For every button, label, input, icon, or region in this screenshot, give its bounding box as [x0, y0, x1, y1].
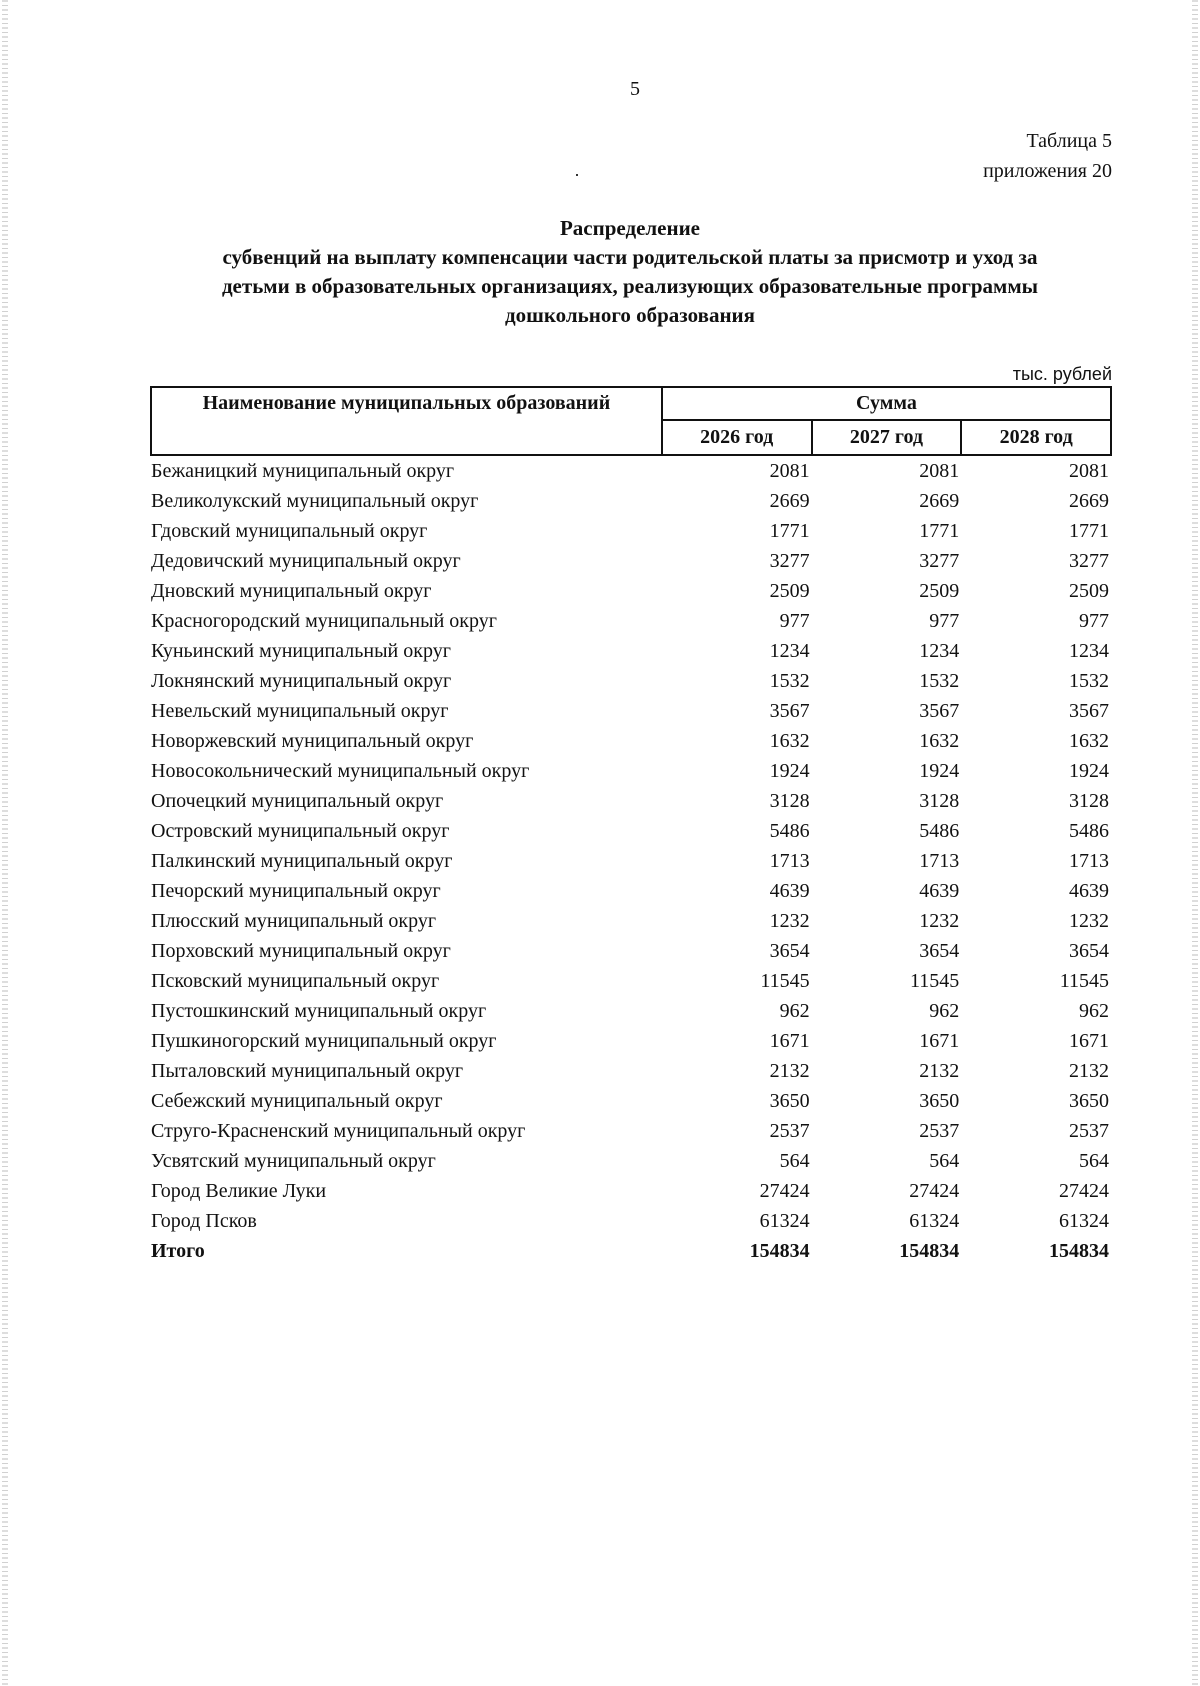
municipality-name: Порховский муниципальный округ	[151, 940, 451, 962]
header-sum: Сумма	[662, 387, 1111, 420]
units-label: тыс. рублей	[1012, 364, 1112, 384]
table-reference	[983, 126, 1112, 186]
value-2026: 1532	[769, 670, 810, 692]
value-2026: 1771	[769, 520, 810, 542]
value-2026: 3650	[769, 1090, 810, 1112]
title-line-4: дошкольного образования	[504, 303, 756, 327]
value-2028: 1713	[1069, 850, 1109, 872]
value-2028: 3654	[1069, 940, 1109, 962]
municipality-name: Новосокольнический муниципальный округ	[151, 760, 530, 782]
table-ref-line-1: Таблица 5	[1026, 130, 1112, 152]
header-year-2028: 2028 год	[961, 420, 1111, 455]
municipality-name: Красногородский муниципальный округ	[151, 610, 497, 632]
table-row	[151, 666, 1111, 696]
value-2026: 2669	[769, 490, 810, 512]
value-2027: 1632	[919, 730, 960, 752]
table-row	[151, 696, 1111, 726]
value-2028: 2509	[1069, 580, 1109, 602]
municipality-name: Псковский муниципальный округ	[151, 970, 440, 992]
value-2028: 5486	[1069, 820, 1109, 842]
value-2026: 564	[779, 1150, 810, 1172]
page-number: 5	[630, 78, 640, 100]
value-2026: 11545	[760, 970, 810, 992]
table-row	[151, 546, 1111, 576]
value-2026: 3128	[769, 790, 810, 812]
table-row	[151, 516, 1111, 546]
municipality-name: Печорский муниципальный округ	[151, 880, 441, 902]
value-2028: 1671	[1069, 1030, 1109, 1052]
table-row	[151, 846, 1111, 876]
municipality-name: Палкинский муниципальный округ	[151, 850, 453, 872]
value-2026: 3654	[769, 940, 810, 962]
header-year-2026: 2026 год	[662, 420, 812, 455]
title-line-1: Распределение	[559, 216, 701, 240]
document-title	[150, 214, 1110, 330]
value-2027: 1232	[919, 910, 960, 932]
value-2026: 2537	[769, 1120, 810, 1142]
municipality-name: Пушкиногорский муниципальный округ	[151, 1030, 497, 1052]
table-row	[151, 756, 1111, 786]
table-row	[151, 576, 1111, 606]
value-2026: 1632	[769, 730, 810, 752]
value-2027: 1532	[919, 670, 960, 692]
table-row	[151, 455, 1111, 486]
value-2028: 11545	[1059, 970, 1109, 992]
value-2027: 61324	[909, 1210, 960, 1232]
value-2027: 2132	[919, 1060, 960, 1082]
value-2028: 1232	[1069, 910, 1109, 932]
table-row	[151, 966, 1111, 996]
municipality-name: Дновский муниципальный округ	[151, 580, 432, 602]
table-row	[151, 1206, 1111, 1236]
table-row	[151, 486, 1111, 516]
table-row	[151, 996, 1111, 1026]
total-2026: 154834	[749, 1240, 810, 1262]
value-2026: 2509	[769, 580, 810, 602]
scan-edge-left	[2, 0, 8, 1686]
municipality-name: Струго-Красненский муниципальный округ	[151, 1120, 526, 1142]
value-2026: 977	[779, 610, 810, 632]
table-row	[151, 1086, 1111, 1116]
value-2027: 2509	[919, 580, 960, 602]
value-2028: 2081	[1069, 460, 1109, 482]
total-row	[151, 1236, 1111, 1266]
table-row	[151, 606, 1111, 636]
title-line-2: субвенций на выплату компенсации части родительской платы за присмотр и уход за	[222, 245, 1038, 269]
value-2028: 1532	[1069, 670, 1109, 692]
value-2026: 962	[779, 1000, 810, 1022]
value-2027: 977	[929, 610, 960, 632]
value-2027: 3650	[919, 1090, 960, 1112]
value-2026: 61324	[759, 1210, 810, 1232]
value-2028: 1632	[1069, 730, 1109, 752]
value-2028: 2132	[1069, 1060, 1109, 1082]
total-2027: 154834	[899, 1240, 960, 1262]
value-2027: 3128	[919, 790, 960, 812]
value-2028: 1234	[1069, 640, 1109, 662]
municipality-name: Себежский муниципальный округ	[151, 1090, 443, 1112]
table-row	[151, 726, 1111, 756]
value-2027: 5486	[919, 820, 960, 842]
value-2027: 1713	[919, 850, 960, 872]
value-2027: 11545	[910, 970, 960, 992]
value-2027: 1771	[919, 520, 960, 542]
municipality-name: Пустошкинский муниципальный округ	[151, 1000, 487, 1022]
value-2026: 1713	[769, 850, 810, 872]
municipality-name: Город Великие Луки	[151, 1180, 327, 1202]
value-2026: 4639	[769, 880, 810, 902]
value-2028: 3650	[1069, 1090, 1109, 1112]
municipality-name: Плюсский муниципальный округ	[151, 910, 437, 932]
header-year-2027: 2027 год	[812, 420, 962, 455]
table-row	[151, 1176, 1111, 1206]
value-2028: 2669	[1069, 490, 1109, 512]
value-2028: 3128	[1069, 790, 1109, 812]
municipality-name: Великолукский муниципальный округ	[151, 490, 479, 512]
value-2028: 962	[1079, 1000, 1109, 1022]
table-row	[151, 636, 1111, 666]
header-name: Наименование муниципальных образований	[151, 387, 662, 455]
total-label: Итого	[151, 1240, 205, 1262]
municipality-name: Гдовский муниципальный округ	[151, 520, 428, 542]
municipality-name: Островский муниципальный округ	[151, 820, 450, 842]
value-2027: 3567	[919, 700, 960, 722]
table-row	[151, 906, 1111, 936]
value-2027: 1234	[919, 640, 960, 662]
table-row	[151, 1116, 1111, 1146]
value-2028: 3567	[1069, 700, 1109, 722]
municipality-name: Куньинский муниципальный округ	[151, 640, 451, 662]
municipality-name: Бежаницкий муниципальный округ	[151, 460, 455, 482]
table-row	[151, 786, 1111, 816]
value-2026: 2081	[769, 460, 810, 482]
value-2027: 2669	[919, 490, 960, 512]
table-row	[151, 1146, 1111, 1176]
scan-edge-right	[1192, 0, 1198, 1686]
municipality-name: Пыталовский муниципальный округ	[151, 1060, 464, 1082]
title-line-3: детьми в образовательных организациях, реализующих образовательные программы	[221, 274, 1039, 298]
value-2027: 1924	[919, 760, 960, 782]
value-2027: 2081	[919, 460, 960, 482]
table-body	[151, 455, 1111, 1266]
value-2026: 3567	[769, 700, 810, 722]
municipality-name: Опочецкий муниципальный округ	[151, 790, 444, 812]
value-2026: 1234	[769, 640, 810, 662]
value-2026: 5486	[769, 820, 810, 842]
value-2028: 977	[1079, 610, 1109, 632]
value-2028: 3277	[1069, 550, 1109, 572]
value-2028: 61324	[1059, 1210, 1109, 1232]
value-2027: 3277	[919, 550, 960, 572]
municipality-name: Невельский муниципальный округ	[151, 700, 449, 722]
value-2026: 1232	[769, 910, 810, 932]
value-2026: 1924	[769, 760, 810, 782]
value-2028: 27424	[1059, 1180, 1109, 1202]
value-2026: 3277	[769, 550, 810, 572]
table-row	[151, 1056, 1111, 1086]
subvention-table	[150, 386, 1112, 1266]
value-2027: 27424	[909, 1180, 960, 1202]
table-row	[151, 936, 1111, 966]
value-2027: 564	[929, 1150, 960, 1172]
value-2027: 2537	[919, 1120, 960, 1142]
municipality-name: Усвятский муниципальный округ	[151, 1150, 436, 1172]
table-row	[151, 1026, 1111, 1056]
value-2027: 1671	[919, 1030, 960, 1052]
municipality-name: Город Псков	[151, 1210, 257, 1232]
table-row	[151, 876, 1111, 906]
value-2027: 4639	[919, 880, 960, 902]
table-ref-line-2: приложения 20	[983, 160, 1112, 182]
total-2028: 154834	[1049, 1240, 1109, 1262]
value-2028: 2537	[1069, 1120, 1109, 1142]
value-2028: 1924	[1069, 760, 1109, 782]
value-2028: 4639	[1069, 880, 1109, 902]
table-row	[151, 816, 1111, 846]
value-2027: 962	[929, 1000, 960, 1022]
value-2028: 564	[1079, 1150, 1109, 1172]
value-2026: 2132	[769, 1060, 810, 1082]
value-2026: 1671	[769, 1030, 810, 1052]
municipality-name: Локнянский муниципальный округ	[151, 670, 452, 692]
value-2028: 1771	[1069, 520, 1109, 542]
municipality-name: Дедовичский муниципальный округ	[151, 550, 461, 572]
value-2026: 27424	[759, 1180, 810, 1202]
scan-speck	[576, 174, 578, 176]
value-2027: 3654	[919, 940, 960, 962]
municipality-name: Новоржевский муниципальный округ	[151, 730, 474, 752]
